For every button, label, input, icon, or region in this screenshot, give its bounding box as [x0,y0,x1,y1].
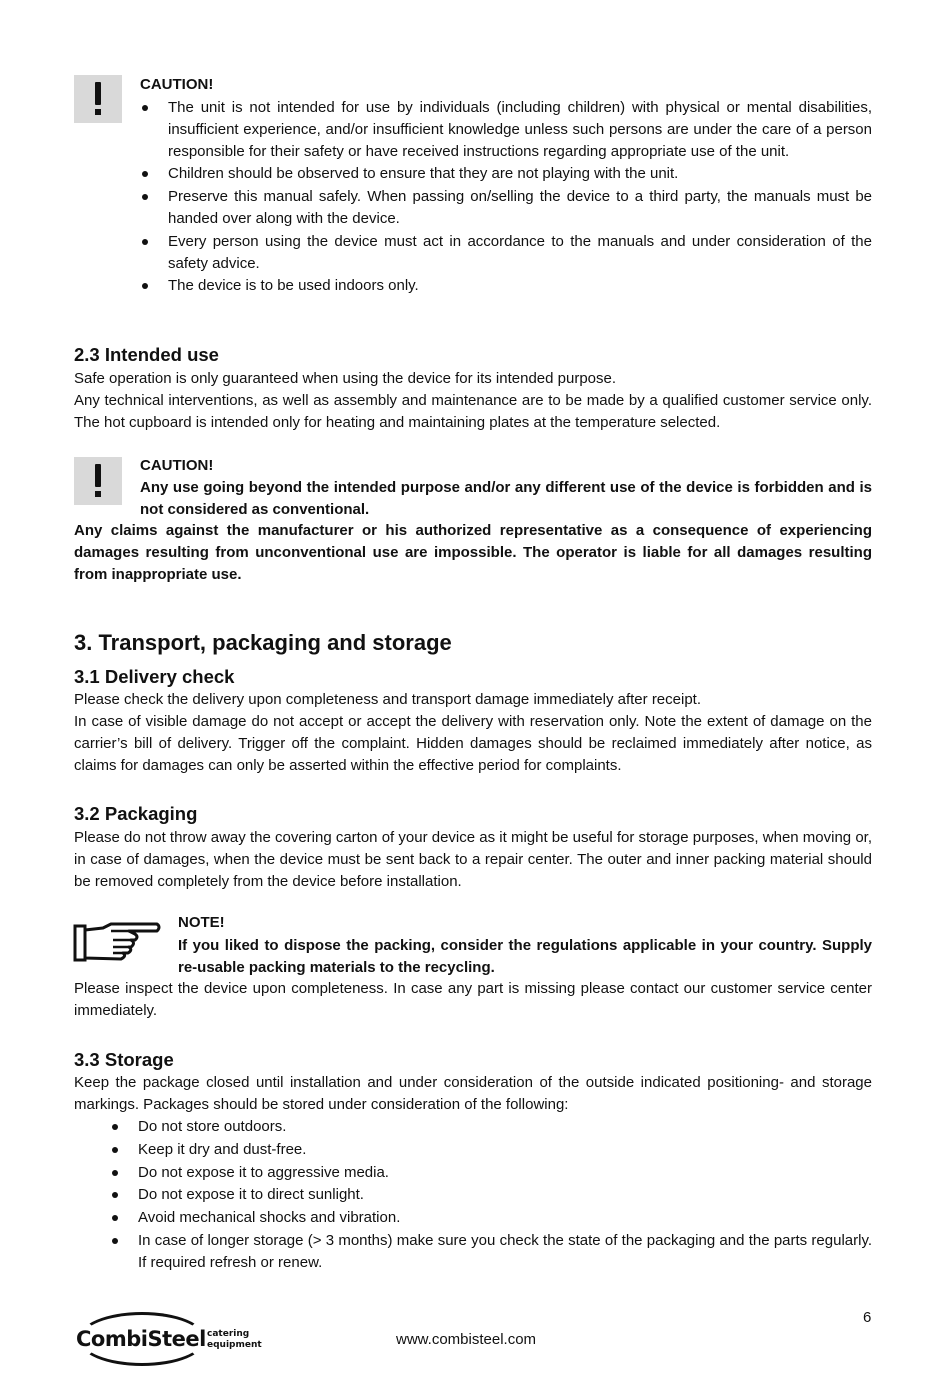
exclamation-icon [74,75,122,123]
list-item: Keep it dry and dust-free. [108,1139,872,1161]
caution-label: CAUTION! [140,76,214,93]
storage-list [108,1116,872,1274]
list-item: In case of longer storage (> 3 months) make sure you check the state of the packaging and the parts regularly. If required refresh or renew. [108,1230,872,1274]
paragraph: Any technical interventions, as well as assembly and maintenance are to be made by a qualified customer service only. The hot cupboard is intended only for heating and maintaining plates at the temperature selected. [74,392,872,431]
exclamation-icon [74,457,122,505]
list-item: Do not expose it to aggressive media. [108,1162,872,1184]
paragraph: Please do not throw away the covering carton of your device as it might be useful for storage purposes, when moving or, in case of damages, when the device must be sent back to a repair center. The outer and inner packing material should be removed completely from the device before installation. [74,829,872,890]
logo-sub-text: catering [207,1329,250,1339]
caution-list [138,97,872,297]
section-heading: 3.3 Storage [74,1049,174,1070]
list-item: The unit is not intended for use by individuals (including children) with physical or mental disabilities, insufficient experience, and/or insufficient knowledge unless such persons are under the care of a person responsible for their safety or have received instructions regarding appropriate use of the unit. [138,97,872,162]
page-number: 6 [863,1309,872,1326]
caution-text: Any use going beyond the intended purpose and/or any different use of the device is forbidden and is not considered as conventional. [140,479,872,518]
list-item: The device is to be used indoors only. [138,275,872,297]
section-heading: 3.1 Delivery check [74,666,235,687]
section-heading: 3.2 Packaging [74,803,198,824]
pointing-hand-icon [73,918,163,966]
paragraph: In case of visible damage do not accept or accept the delivery with reservation only. Note the extent of damage on the carrier’s bill of delivery. Trigger off the complaint. Hidden damages should be reclaimed immediately after notice, as claims for damages can only be asserted within the effective period for complaints. [74,713,872,774]
list-item: Every person using the device must act in accordance to the manuals and under consideration of the safety advice. [138,231,872,275]
note-label: NOTE! [178,914,225,931]
chapter-heading: 3. Transport, packaging and storage [74,630,452,655]
logo-sub-text: equipment [207,1340,262,1350]
list-item: Avoid mechanical shocks and vibration. [108,1207,872,1229]
paragraph: Please check the delivery upon completeness and transport damage immediately after receipt. [74,691,702,708]
section-heading: 2.3 Intended use [74,344,219,365]
list-item: Do not expose it to direct sunlight. [108,1184,872,1206]
paragraph: Safe operation is only guaranteed when using the device for its intended purpose. [74,370,617,387]
logo-main-text: CombiSteel [76,1327,206,1351]
note-text: If you liked to dispose the packing, consider the regulations applicable in your country. Supply re-usable packing materials to the recycling. [178,937,872,976]
footer-url[interactable]: www.combisteel.com [396,1331,537,1348]
caution-label: CAUTION! [140,457,214,474]
list-item: Do not store outdoors. [108,1116,872,1138]
claims-paragraph: Any claims against the manufacturer or his authorized representative as a consequence of experiencing damages resulting from unconventional use are impossible. The operator is liable for all damages resulting from inappropriate use. [74,522,872,583]
list-item: Preserve this manual safely. When passing on/selling the device to a third party, the manuals must be handed over along with the device. [138,186,872,230]
list-item: Children should be observed to ensure that they are not playing with the unit. [138,163,872,185]
paragraph: Keep the package closed until installation and under consideration of the outside indicated positioning- and storage markings. Packages should be stored under consideration of the following: [74,1074,872,1113]
paragraph: Please inspect the device upon completeness. In case any part is missing please contact our customer service center immediately. [74,980,872,1019]
